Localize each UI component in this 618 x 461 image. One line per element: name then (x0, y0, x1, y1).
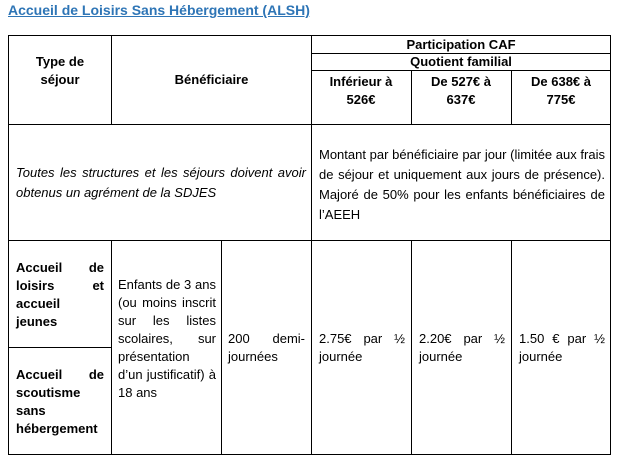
col-divider-type-body (111, 240, 112, 455)
header-quotient-familial: Quotient familial (410, 54, 512, 69)
quota-demi-journees: 200 demi-journées (228, 331, 305, 364)
col-divider-qf3-body (511, 240, 512, 455)
montant-qf1: 2.75€ par ½ journée (319, 331, 405, 364)
header-qf-col1: Inférieur à 526€ (329, 74, 393, 107)
page-title: Accueil de Loisirs Sans Hébergement (ALSH) (8, 2, 310, 18)
notice-montant-text: Montant par bénéficiaire par jour (limitée aux frais de séjour et uniquement aux jours de présence). Majoré de 50% pour les enfants bénéficiaires de l’AEEH (319, 147, 605, 222)
col-divider-qf2-body (411, 240, 412, 455)
notice-agrement-text: Toutes les structures et les séjours doivent avoir obtenus un agrément de la SDJES (16, 165, 306, 200)
header-participation-caf: Participation CAF (406, 37, 516, 52)
header-qf-col2: De 527€ à 637€ (431, 74, 491, 107)
type-accueil-scoutisme: Accueil de scoutisme sans hébergement (16, 367, 104, 436)
type-accueil-loisirs: Accueil de loisirs et accueil jeunes (16, 260, 104, 329)
type-divider-line (8, 347, 111, 348)
beneficiaire-description: Enfants de 3 ans (ou moins inscrit sur les listes scolaires, sur présentation d’un justificatif) à 18 ans (118, 277, 216, 400)
table-border-left (8, 35, 9, 455)
montant-qf2: 2.20€ par ½ journée (419, 331, 505, 364)
col-divider-qf2-header (411, 70, 412, 125)
table-border-right (610, 35, 611, 455)
header-qf-col3: De 638€ à 775€ (531, 74, 591, 107)
col-divider-qf3-header (511, 70, 512, 125)
header-type-sejour: Type de séjour (35, 54, 85, 87)
montant-qf3: 1.50 € par ½ journée (519, 331, 605, 364)
col-divider-quota (221, 240, 222, 455)
notice-bottom-line (8, 240, 611, 241)
table-border-bottom (8, 454, 611, 455)
col-divider-participation (311, 35, 312, 455)
header-beneficiaire: Bénéficiaire (174, 72, 249, 87)
header-bottom-line (8, 124, 611, 125)
